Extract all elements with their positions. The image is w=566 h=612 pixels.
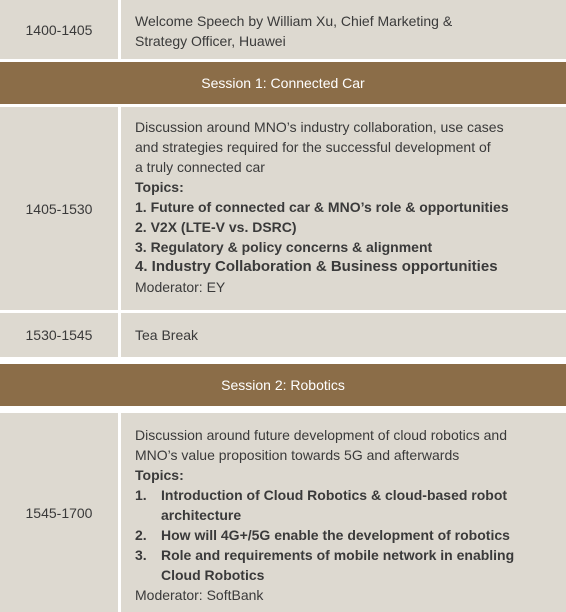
content-cell	[121, 313, 566, 357]
agenda-row-robotics	[0, 413, 566, 612]
topic-item: 2. V2X (LTE-V vs. DSRC)	[135, 219, 297, 235]
topic-text	[161, 545, 514, 585]
topic-line: Role and requirements of mobile network in enabling	[161, 547, 515, 563]
topics-label: Topics:	[135, 179, 184, 195]
session-title: Session 1: Connected Car	[201, 75, 365, 91]
intro-line: and strategies required for the successful development of	[135, 139, 491, 155]
content-cell	[121, 413, 566, 612]
session-title: Session 2: Robotics	[221, 377, 345, 393]
intro-line: Discussion around MNO’s industry collaboration, use cases	[135, 119, 504, 135]
topic-item	[135, 485, 556, 525]
session-header	[0, 62, 566, 104]
moderator-line: Moderator: EY	[135, 279, 226, 295]
session-header	[0, 364, 566, 406]
content-line: Tea Break	[135, 327, 199, 343]
topic-line: How will 4G+/5G enable the development of robotics	[161, 527, 510, 543]
topic-text	[161, 525, 510, 545]
time-cell: 1530-1545	[0, 313, 118, 357]
topic-item	[135, 525, 556, 545]
content-cell	[121, 0, 566, 59]
topic-number: 1.	[135, 487, 147, 503]
topic-number: 3.	[135, 547, 147, 563]
topic-item: 3. Regulatory & policy concerns & alignment	[135, 239, 433, 255]
topic-line: Introduction of Cloud Robotics & cloud-based robot	[161, 487, 508, 503]
intro-line: Discussion around future development of cloud robotics and	[135, 427, 507, 443]
topic-line: architecture	[161, 507, 242, 523]
time-cell: 1545-1700	[0, 413, 118, 612]
topic-line: Cloud Robotics	[161, 567, 265, 583]
topic-item: 1. Future of connected car & MNO’s role & opportunities	[135, 199, 509, 215]
moderator-line: Moderator: SoftBank	[135, 587, 264, 603]
time-cell: 1405-1530	[0, 107, 118, 310]
topic-number: 2.	[135, 527, 147, 543]
content-line: Welcome Speech by William Xu, Chief Marketing &	[135, 13, 453, 29]
agenda-row-connected-car	[0, 107, 566, 310]
topics-label: Topics:	[135, 467, 184, 483]
time-cell: 1400-1405	[0, 0, 118, 59]
agenda-row-welcome	[0, 0, 566, 59]
content-line: Strategy Officer, Huawei	[135, 33, 286, 49]
agenda-row-tea-break	[0, 313, 566, 357]
topic-item: 4. Industry Collaboration & Business opportunities	[135, 258, 498, 275]
intro-line: a truly connected car	[135, 159, 265, 175]
intro-line: MNO’s value proposition towards 5G and afterwards	[135, 447, 460, 463]
content-cell	[121, 107, 566, 310]
topic-item	[135, 545, 556, 585]
topic-text	[161, 485, 507, 525]
